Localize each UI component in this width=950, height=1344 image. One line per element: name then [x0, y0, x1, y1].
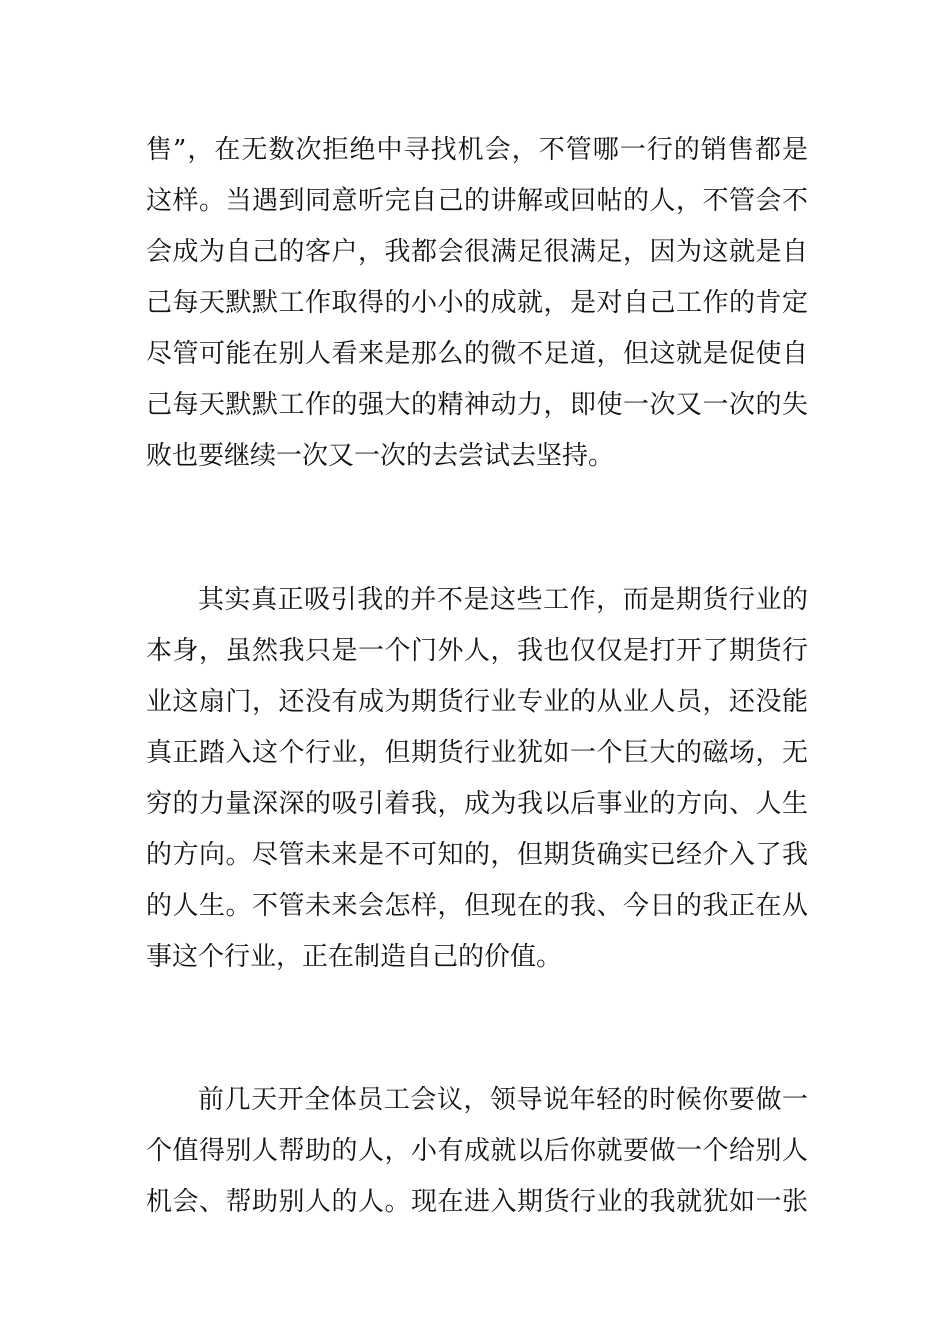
text-line: 的人生。不管未来会怎样，但现在的我、今日的我正在从	[146, 891, 808, 921]
text-line: 业这扇门，还没有成为期货行业专业的从业人员，还没能	[146, 687, 808, 717]
paragraph-2	[146, 575, 808, 983]
text-line: 其实真正吸引我的并不是这些工作，而是期货行业的	[198, 585, 808, 615]
text-line: 穷的力量深深的吸引着我，成为我以后事业的方向、人生	[146, 789, 808, 819]
text-line: 尽管可能在别人看来是那么的微不足道，但这就是促使自	[146, 339, 808, 369]
paragraph-3	[146, 1075, 808, 1228]
text-line: 个值得别人帮助的人，小有成就以后你就要做一个给别人	[146, 1136, 808, 1166]
text-line: 败也要继续一次又一次的去尝试去坚持。	[146, 441, 615, 471]
text-line: 售”，在无数次拒绝中寻找机会，不管哪一行的销售都是	[146, 135, 808, 165]
text-line: 前几天开全体员工会议，领导说年轻的时候你要做一	[198, 1085, 808, 1115]
text-line: 这样。当遇到同意听完自己的讲解或回帖的人，不管会不	[146, 186, 808, 216]
text-line: 会成为自己的客户，我都会很满足很满足，因为这就是自	[146, 237, 808, 267]
text-line: 本身，虽然我只是一个门外人，我也仅仅是打开了期货行	[146, 636, 808, 666]
paragraph-1	[146, 125, 808, 482]
text-line: 己每天默默工作取得的小小的成就，是对自己工作的肯定	[146, 288, 808, 318]
text-line: 己每天默默工作的强大的精神动力，即使一次又一次的失	[146, 390, 808, 420]
text-line: 机会、帮助别人的人。现在进入期货行业的我就犹如一张	[146, 1187, 808, 1217]
text-line: 的方向。尽管未来是不可知的，但期货确实已经介入了我	[146, 840, 808, 870]
text-line: 事这个行业，正在制造自己的价值。	[146, 942, 563, 972]
text-line: 真正踏入这个行业，但期货行业犹如一个巨大的磁场，无	[146, 738, 808, 768]
